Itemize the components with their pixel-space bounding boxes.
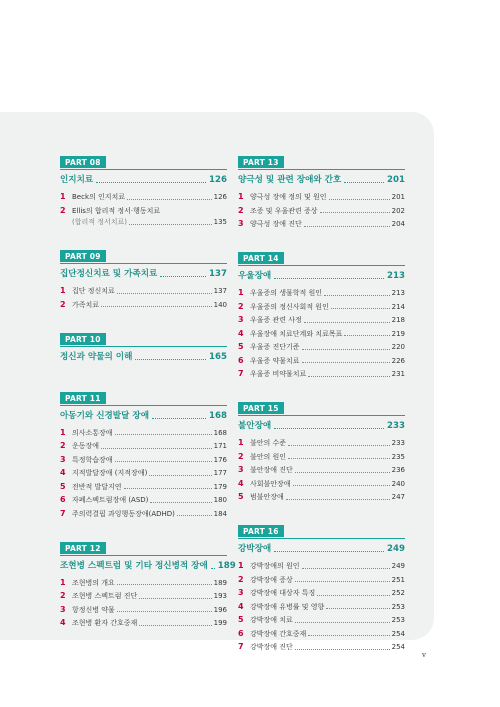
part-title: 조현병 스펙트럼 및 기타 정신병적 장애 [60, 560, 208, 571]
part-page-number: 189 [217, 560, 236, 571]
entry-title: 강박장애 치료 [250, 616, 293, 624]
entry-number: 5 [238, 615, 244, 624]
leader-dots [288, 458, 390, 459]
leader-dots [286, 499, 390, 500]
entry-number: 1 [60, 192, 66, 201]
leader-dots [288, 445, 390, 446]
entry-title: 강박장애 간호중재 [250, 629, 307, 638]
entry-number: 3 [238, 588, 244, 597]
entry-page-number: 249 [391, 562, 405, 570]
toc-entry[interactable] [238, 329, 405, 339]
toc-part [60, 150, 227, 227]
toc-entry[interactable] [60, 300, 227, 310]
entry-number: 2 [238, 574, 244, 584]
toc-entry[interactable] [60, 605, 227, 615]
entry-page-number: 231 [391, 370, 405, 378]
entry-page-number: 218 [391, 316, 405, 324]
leader-dots [149, 475, 211, 476]
entry-title: 의사소통장애 [72, 428, 113, 437]
part-label: PART 09 [60, 250, 106, 262]
entry-page-number: 202 [391, 206, 405, 215]
part-title-link[interactable] [60, 169, 227, 192]
entry-page-number: 254 [391, 629, 405, 638]
part-label: PART 10 [60, 333, 106, 345]
toc-entry[interactable] [238, 369, 405, 379]
entry-number: 2 [60, 299, 66, 309]
leader-dots [274, 278, 384, 279]
toc-entry[interactable] [60, 206, 227, 216]
part-title-link[interactable] [238, 169, 405, 192]
toc-part [60, 386, 227, 519]
part-title: 양극성 및 관련 장애와 간호 [238, 175, 342, 185]
part-title: 아동기와 신경발달 장애 [60, 410, 149, 421]
toc-entry[interactable] [60, 495, 227, 505]
entry-page-number: 189 [213, 578, 227, 587]
part-title: 강박장애 [238, 544, 272, 554]
part-title: 집단정신치료 및 가족치료 [60, 269, 158, 279]
part-title: 우울장애 [238, 271, 272, 281]
leader-dots [152, 418, 206, 419]
leader-dots [177, 515, 212, 516]
entry-page-number: 179 [213, 482, 227, 491]
leader-dots [117, 293, 212, 294]
entry-number: 4 [60, 468, 66, 477]
toc-entry[interactable] [238, 575, 405, 585]
toc-part [238, 519, 405, 652]
entry-page-number: 180 [213, 496, 227, 504]
toc-entry[interactable] [60, 455, 227, 465]
entry-title: 가족치료 [72, 300, 100, 309]
toc-entry[interactable] [60, 468, 227, 478]
entry-number: 3 [238, 465, 244, 474]
entry-page-number: 201 [391, 193, 405, 201]
part-label: PART 14 [238, 252, 284, 264]
entry-title: 사회불안장애 [250, 479, 291, 488]
entry-title: 강박장애 증상 [250, 575, 293, 584]
leader-dots [96, 182, 206, 183]
entry-number: 7 [238, 642, 244, 651]
leader-dots [302, 362, 390, 363]
leader-dots [139, 598, 211, 599]
leader-dots [324, 295, 390, 296]
entry-title: 강박장애의 원인 [250, 562, 300, 570]
entry-title: (합리적 정서치료) [72, 218, 128, 226]
leader-dots [115, 461, 212, 462]
entry-page-number: 251 [391, 575, 405, 584]
leader-dots [150, 502, 211, 503]
entry-number: 6 [238, 355, 244, 365]
toc-entry[interactable] [60, 591, 227, 601]
toc-entry[interactable] [238, 192, 405, 202]
toc-entry[interactable] [238, 492, 405, 502]
toc-entry[interactable] [238, 642, 405, 652]
entry-page-number: 252 [391, 589, 405, 597]
leader-dots [135, 359, 206, 360]
entry-page-number: 213 [391, 289, 405, 297]
leader-dots [308, 376, 389, 377]
entry-title: 불안의 수준 [250, 439, 287, 447]
entry-number: 6 [60, 495, 66, 504]
toc-entry[interactable] [238, 452, 405, 462]
entry-number: 2 [60, 441, 66, 450]
entry-title: 우울증 관련 사정 [250, 316, 302, 324]
toc-entry[interactable] [238, 315, 405, 325]
entry-number: 2 [60, 205, 66, 215]
toc-entry[interactable] [238, 342, 405, 352]
leader-dots [293, 485, 390, 486]
toc-entry[interactable] [60, 509, 227, 519]
part-label: PART 16 [238, 525, 284, 537]
part-page-number: 201 [387, 175, 405, 185]
leader-dots [211, 568, 215, 569]
leader-dots [331, 308, 390, 309]
entry-title: 강박장애 유병률 및 영향 [250, 602, 325, 611]
part-label: PART 12 [60, 542, 106, 554]
entry-number: 3 [60, 454, 66, 464]
toc-entry[interactable] [238, 479, 405, 489]
leader-dots [160, 276, 206, 277]
entry-page-number: 236 [391, 466, 405, 474]
leader-dots [101, 448, 212, 449]
leader-dots [308, 635, 389, 636]
entry-page-number: 137 [213, 287, 227, 295]
entry-title: 우울증 진단기준 [250, 343, 300, 351]
toc-part [60, 536, 236, 629]
entry-title: 우울증의 정신사회적 원인 [250, 302, 329, 311]
entry-number: 3 [238, 315, 244, 324]
part-title-link[interactable] [60, 555, 236, 578]
part-title-link[interactable] [60, 263, 227, 286]
leader-dots [326, 608, 389, 609]
toc-entry[interactable] [238, 465, 405, 475]
part-label: PART 13 [238, 156, 284, 168]
entry-title: Beck의 인지치료 [72, 193, 126, 201]
entry-page-number: 220 [391, 343, 405, 351]
leader-dots [101, 306, 212, 307]
toc-entry[interactable] [60, 618, 227, 628]
toc-entry[interactable] [238, 561, 405, 571]
leader-dots [304, 322, 390, 323]
leader-dots [320, 212, 390, 213]
part-page-number: 213 [387, 271, 405, 281]
part-page-number: 233 [387, 421, 405, 431]
leader-dots [124, 488, 212, 489]
toc-entry[interactable] [60, 217, 227, 227]
part-page-number: 168 [209, 410, 227, 421]
toc-part [238, 150, 405, 229]
part-title: 정신과 약물의 이해 [60, 351, 133, 362]
toc-entry[interactable] [238, 588, 405, 598]
leader-dots [295, 581, 390, 582]
entry-page-number: 196 [213, 605, 227, 614]
toc-entry[interactable] [238, 629, 405, 639]
entry-number: 5 [238, 342, 244, 351]
entry-page-number: 126 [213, 193, 227, 201]
toc-part [238, 246, 405, 379]
entry-page-number: 193 [213, 592, 227, 600]
leader-dots [304, 226, 390, 227]
entry-number: 1 [60, 427, 66, 437]
toc-entry[interactable] [60, 286, 227, 296]
entry-number: 6 [238, 628, 244, 638]
entry-page-number: 233 [391, 439, 405, 447]
leader-dots [115, 434, 212, 435]
toc-part [60, 244, 227, 310]
entry-number: 2 [238, 301, 244, 311]
entry-page-number: 253 [391, 602, 405, 611]
leader-dots [329, 199, 390, 200]
entry-page-number: 135 [213, 218, 227, 226]
part-title-link[interactable] [238, 415, 405, 438]
entry-page-number: 235 [391, 452, 405, 461]
entry-title: 전반적 발달지연 [72, 482, 122, 491]
leader-dots [117, 584, 212, 585]
toc-entry[interactable] [238, 288, 405, 298]
entry-number: 1 [238, 192, 244, 201]
part-title-link[interactable] [238, 538, 405, 561]
entry-title: 집단 정신치료 [72, 287, 115, 295]
part-page-number: 165 [209, 351, 227, 362]
entry-number: 3 [60, 604, 66, 614]
entry-number: 2 [238, 451, 244, 461]
entry-title: 항정신병 약물 [72, 605, 115, 614]
leader-dots [274, 551, 384, 552]
entry-page-number: 254 [391, 643, 405, 651]
toc-entry[interactable] [238, 219, 405, 229]
entry-page-number: 184 [213, 509, 227, 518]
entry-page-number: 247 [391, 493, 405, 501]
toc-entry[interactable] [238, 356, 405, 366]
entry-page-number: 177 [213, 469, 227, 477]
entry-number: 2 [60, 591, 66, 600]
entry-page-number: 168 [213, 428, 227, 437]
toc-entry[interactable] [238, 602, 405, 612]
entry-title: Ellis의 합리적 정서·행동치료 [72, 206, 161, 215]
entry-title: 운동장애 [72, 442, 100, 450]
entry-title: 우울장애 치료단계와 치료목표 [250, 329, 343, 338]
entry-page-number: 219 [391, 329, 405, 338]
toc-entry[interactable] [60, 578, 227, 588]
toc-entry[interactable] [238, 302, 405, 312]
entry-page-number: 171 [213, 442, 227, 450]
entry-page-number: 226 [391, 356, 405, 365]
entry-number: 1 [60, 286, 66, 295]
entry-title: 우울증 약물치료 [250, 356, 300, 365]
part-title-link[interactable] [60, 405, 227, 428]
entry-page-number: 140 [213, 300, 227, 309]
leader-dots [129, 224, 212, 225]
entry-title: 조증 및 우울관련 증상 [250, 206, 318, 215]
leader-dots [295, 472, 390, 473]
part-label: PART 15 [238, 402, 284, 414]
toc-entry[interactable] [238, 438, 405, 448]
toc-entry[interactable] [60, 192, 227, 202]
entry-number: 1 [60, 577, 66, 587]
entry-number: 1 [238, 561, 244, 570]
part-page-number: 249 [387, 544, 405, 554]
entry-number: 4 [60, 618, 66, 627]
toc-left-column [60, 150, 236, 645]
entry-number: 1 [238, 288, 244, 297]
entry-page-number: 214 [391, 302, 405, 311]
leader-dots [317, 595, 389, 596]
entry-number: 1 [238, 438, 244, 447]
entry-page-number: 204 [391, 220, 405, 228]
entry-title: 특정학습장애 [72, 455, 113, 464]
entry-title: 불안장애 진단 [250, 466, 293, 474]
leader-dots [117, 611, 212, 612]
entry-title: 우울증의 생물학적 원인 [250, 289, 323, 297]
entry-number: 2 [238, 205, 244, 215]
entry-page-number: 240 [391, 479, 405, 488]
entry-title: 강박장애 진단 [250, 643, 293, 651]
entry-title: 조현병 스펙트럼 진단 [72, 592, 138, 600]
entry-title: 양극성 장애 진단 [250, 220, 302, 228]
toc-right-column [238, 150, 405, 669]
entry-title: 양극성 장애 정의 및 원인 [250, 193, 327, 201]
toc-entry[interactable] [238, 615, 405, 625]
entry-title: 조현병 환자 간호중재 [72, 619, 138, 627]
leader-dots [295, 622, 390, 623]
leader-dots [344, 182, 384, 183]
entry-number: 4 [238, 478, 244, 488]
leader-dots [295, 649, 390, 650]
entry-title: 범불안장애 [250, 493, 284, 501]
entry-number: 5 [238, 492, 244, 501]
entry-title: 주의력결핍 과잉행동장애(ADHD) [72, 509, 175, 518]
leader-dots [302, 349, 390, 350]
toc-entry[interactable] [238, 206, 405, 216]
part-title-link[interactable] [238, 265, 405, 288]
leader-dots [302, 568, 390, 569]
part-page-number: 137 [209, 269, 227, 279]
toc-entry[interactable] [60, 441, 227, 451]
part-title: 인지치료 [60, 175, 94, 185]
entry-page-number: 199 [213, 619, 227, 627]
page-number: v [422, 651, 426, 659]
entry-number: 4 [238, 601, 244, 611]
toc-part [238, 396, 405, 502]
toc-part [60, 327, 227, 369]
leader-dots [139, 625, 211, 626]
part-label: PART 11 [60, 392, 106, 404]
part-page-number: 126 [209, 175, 227, 185]
entry-page-number: 176 [213, 455, 227, 464]
entry-number: 7 [238, 369, 244, 378]
leader-dots [344, 335, 389, 336]
entry-page-number: 253 [391, 616, 405, 624]
part-label: PART 08 [60, 156, 106, 168]
part-title-link[interactable] [60, 346, 227, 369]
entry-title: 조현병의 개요 [72, 578, 115, 587]
leader-dots [274, 428, 384, 429]
entry-title: 자폐스펙트럼장애 (ASD) [72, 496, 149, 504]
entry-title: 우울증 비약물치료 [250, 370, 307, 378]
entry-title: 강박장애 대상자 특징 [250, 589, 316, 597]
toc-entry[interactable] [60, 482, 227, 492]
part-title: 불안장애 [238, 421, 272, 431]
entry-number: 5 [60, 481, 66, 491]
entry-title: 지적발달장애 (지적장애) [72, 469, 148, 477]
entry-number: 7 [60, 508, 66, 518]
leader-dots [127, 199, 212, 200]
toc-entry[interactable] [60, 428, 227, 438]
entry-number: 3 [238, 219, 244, 228]
entry-number: 4 [238, 328, 244, 338]
entry-title: 불안의 원인 [250, 452, 287, 461]
